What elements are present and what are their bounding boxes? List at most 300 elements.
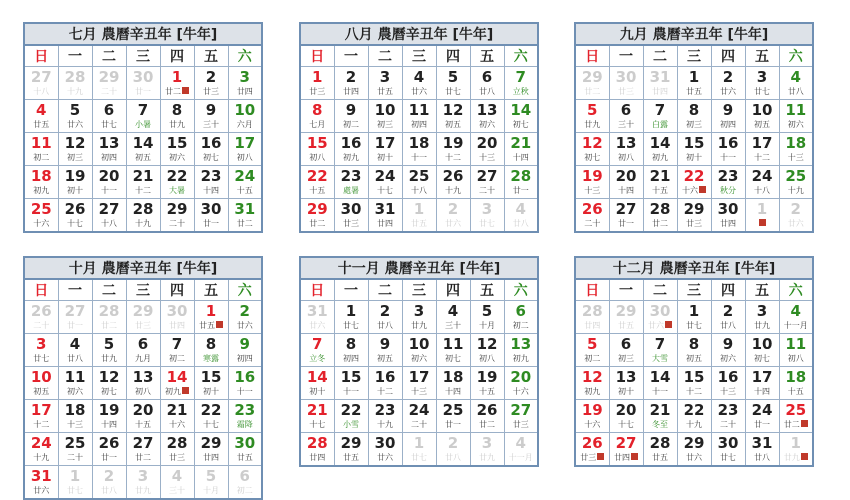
day-cell[interactable] [334,367,368,400]
lunar-date-label [195,386,228,397]
day-cell[interactable] [126,400,160,433]
day-cell[interactable] [575,166,609,199]
day-cell[interactable] [300,199,334,233]
adjacent-month-day-cell[interactable] [126,301,160,334]
day-cell[interactable] [228,433,262,466]
lunar-date-text: 十五 [135,420,151,429]
lunar-date-label [712,218,745,229]
day-cell[interactable] [643,166,677,199]
day-cell[interactable] [194,199,228,233]
day-cell[interactable] [436,301,470,334]
day-cell[interactable] [300,67,334,100]
day-cell[interactable] [58,166,92,199]
day-cell[interactable] [334,433,368,467]
lunar-date-label [335,386,368,397]
lunar-date-label [229,320,262,331]
day-cell[interactable] [779,133,813,166]
adjacent-month-day-cell[interactable] [609,67,643,100]
day-cell[interactable] [92,133,126,166]
day-cell[interactable] [711,100,745,133]
adjacent-month-day-cell[interactable] [92,301,126,334]
lunar-date-text: 十九 [135,219,151,228]
day-cell[interactable] [160,433,194,466]
day-cell[interactable] [58,199,92,233]
day-cell[interactable] [300,100,334,133]
adjacent-month-day-cell[interactable] [160,466,194,500]
day-cell[interactable] [334,67,368,100]
day-cell[interactable] [677,334,711,367]
lunar-date-text: 廿八 [101,486,117,495]
day-cell[interactable] [228,400,262,433]
day-cell[interactable] [745,367,779,400]
day-cell[interactable] [779,301,813,334]
day-cell[interactable] [470,367,504,400]
day-cell[interactable] [436,367,470,400]
day-cell[interactable] [160,166,194,199]
adjacent-month-day-cell[interactable] [470,433,504,467]
day-cell[interactable] [609,100,643,133]
day-cell[interactable] [609,334,643,367]
day-cell[interactable] [368,301,402,334]
day-cell[interactable] [58,334,92,367]
adjacent-month-day-cell[interactable] [160,301,194,334]
day-cell[interactable] [194,367,228,400]
day-cell[interactable] [368,67,402,100]
day-cell[interactable] [334,334,368,367]
day-cell[interactable] [745,133,779,166]
day-number: 22 [200,401,222,419]
day-cell[interactable] [334,400,368,433]
day-number: 26 [476,401,498,419]
day-cell[interactable] [745,433,779,467]
day-cell[interactable] [24,199,58,233]
adjacent-month-day-cell[interactable] [609,301,643,334]
lunar-date-text: 十二 [754,153,770,162]
day-cell[interactable] [470,67,504,100]
adjacent-month-day-cell[interactable] [779,199,813,233]
lunar-date-label [746,218,779,229]
day-cell[interactable] [745,301,779,334]
day-cell[interactable] [402,301,436,334]
lunar-date-text: 十三 [584,186,601,195]
day-cell[interactable] [745,67,779,100]
adjacent-month-day-cell[interactable] [24,301,58,334]
day-cell[interactable] [677,67,711,100]
day-cell[interactable] [334,301,368,334]
lunar-date-label [678,218,711,229]
adjacent-month-day-cell[interactable] [228,466,262,500]
day-cell[interactable] [368,334,402,367]
day-cell[interactable] [334,100,368,133]
day-cell[interactable] [470,100,504,133]
day-cell[interactable] [609,133,643,166]
day-cell[interactable] [609,367,643,400]
week-row [575,301,813,334]
lunar-date-label [644,152,677,163]
day-cell[interactable] [643,199,677,233]
lunar-date-text: 廿一 [618,219,634,228]
day-cell[interactable] [643,433,677,467]
day-cell[interactable] [160,400,194,433]
day-cell[interactable] [228,166,262,199]
lunar-date-label [403,185,436,196]
day-cell[interactable] [609,166,643,199]
day-cell[interactable] [745,166,779,199]
lunar-date-label [437,119,470,130]
lunar-date-text: 廿六 [720,87,736,96]
day-cell[interactable] [368,100,402,133]
day-cell[interactable] [779,400,813,433]
day-cell[interactable] [228,133,262,166]
day-cell[interactable] [194,400,228,433]
day-number: 26 [442,167,464,185]
day-cell[interactable] [504,166,538,199]
day-cell[interactable] [300,367,334,400]
day-cell[interactable] [504,67,538,100]
lunar-date-text: 初四 [720,120,736,129]
lunar-date-label [505,419,538,430]
adjacent-month-day-cell[interactable] [643,67,677,100]
lunar-date-text: 廿三 [343,219,359,228]
day-cell[interactable] [402,334,436,367]
day-number: 15 [340,368,362,386]
day-cell[interactable] [92,199,126,233]
day-cell[interactable] [126,334,160,367]
day-cell[interactable] [160,67,194,100]
day-cell[interactable] [194,334,228,367]
day-cell[interactable] [504,100,538,133]
lunar-date-label [229,119,262,130]
day-cell[interactable] [126,100,160,133]
lunar-date-text: 廿四 [614,453,630,462]
lunar-date-label [505,353,538,364]
day-cell[interactable] [402,166,436,199]
lunar-date-label [93,119,126,130]
lunar-date-text: 初六 [67,387,83,396]
day-cell[interactable] [711,400,745,433]
adjacent-month-day-cell[interactable] [92,466,126,500]
lunar-date-text: 十八 [33,87,50,96]
lunar-date-text: 初八 [787,354,804,363]
day-cell[interactable] [92,367,126,400]
day-cell[interactable] [300,334,334,367]
day-cell[interactable] [194,100,228,133]
day-number: 29 [132,302,154,320]
day-cell[interactable] [194,166,228,199]
day-cell[interactable] [711,334,745,367]
day-cell[interactable] [677,433,711,467]
lunar-date-text: 二十 [584,219,601,228]
day-cell[interactable] [368,400,402,433]
day-cell[interactable] [470,334,504,367]
day-cell[interactable] [575,433,609,467]
lunar-date-text: 廿七 [754,87,770,96]
day-cell[interactable] [160,100,194,133]
day-number: 3 [756,68,768,86]
adjacent-month-day-cell[interactable] [575,301,609,334]
day-number: 27 [476,167,498,185]
day-cell[interactable] [228,199,262,233]
adjacent-month-day-cell[interactable] [779,433,813,467]
day-cell[interactable] [402,133,436,166]
day-cell[interactable] [194,433,228,466]
day-cell[interactable] [745,400,779,433]
day-cell[interactable] [228,334,262,367]
adjacent-month-day-cell[interactable] [402,199,436,233]
day-cell[interactable] [504,400,538,433]
lunar-date-text: 十六 [33,219,50,228]
day-cell[interactable] [745,100,779,133]
adjacent-month-day-cell[interactable] [436,199,470,233]
day-cell[interactable] [160,199,194,233]
weekday-header: 五 [470,45,504,67]
day-cell[interactable] [609,199,643,233]
day-cell[interactable] [575,133,609,166]
day-cell[interactable] [402,100,436,133]
lunar-date-label [610,386,643,397]
day-number: 3 [36,335,47,353]
day-cell[interactable] [92,100,126,133]
day-cell[interactable] [779,67,813,100]
day-cell[interactable] [711,67,745,100]
day-cell[interactable] [677,199,711,233]
day-cell[interactable] [779,100,813,133]
day-cell[interactable] [609,400,643,433]
day-cell[interactable] [711,301,745,334]
day-cell[interactable] [470,133,504,166]
adjacent-month-day-cell[interactable] [504,199,538,233]
adjacent-month-day-cell[interactable] [643,301,677,334]
day-cell[interactable] [779,166,813,199]
adjacent-month-day-cell[interactable] [58,301,92,334]
lunar-date-text: 廿四 [652,87,668,96]
day-cell[interactable] [160,133,194,166]
day-number: 8 [688,101,700,119]
day-cell[interactable] [575,367,609,400]
day-cell[interactable] [643,100,677,133]
day-cell[interactable] [126,433,160,466]
adjacent-month-day-cell[interactable] [92,67,126,100]
day-cell[interactable] [470,166,504,199]
day-number: 20 [98,167,120,185]
day-number: 2 [103,467,115,485]
lunar-date-label [369,119,402,130]
day-cell[interactable] [126,367,160,400]
adjacent-month-day-cell[interactable] [470,199,504,233]
lunar-date-text: 初五 [377,354,393,363]
lunar-date-text: 初二 [236,486,253,495]
day-cell[interactable] [745,334,779,367]
day-cell[interactable] [643,367,677,400]
adjacent-month-day-cell[interactable] [575,67,609,100]
day-cell[interactable] [368,433,402,467]
day-cell[interactable] [504,301,538,334]
day-cell[interactable] [677,166,711,199]
week-row [300,100,538,133]
day-cell[interactable] [779,334,813,367]
day-cell[interactable] [126,166,160,199]
lunar-date-label [59,218,92,229]
adjacent-month-day-cell[interactable] [58,466,92,500]
day-cell[interactable] [160,367,194,400]
day-cell[interactable] [436,400,470,433]
adjacent-month-day-cell[interactable] [300,301,334,334]
lunar-date-label [93,218,126,229]
lunar-date-text: 初七 [584,153,601,162]
day-number: 16 [340,134,362,152]
day-cell[interactable] [58,400,92,433]
day-cell[interactable] [58,367,92,400]
day-cell[interactable] [643,133,677,166]
adjacent-month-day-cell[interactable] [58,67,92,100]
lunar-date-text: 廿九 [754,321,770,330]
day-cell[interactable] [92,166,126,199]
day-cell[interactable] [300,133,334,166]
day-cell[interactable] [194,133,228,166]
day-cell[interactable] [504,334,538,367]
day-number: 14 [649,134,671,152]
week-row [575,133,813,166]
day-cell[interactable] [24,100,58,133]
day-cell[interactable] [368,133,402,166]
day-cell[interactable] [711,199,745,233]
adjacent-month-day-cell[interactable] [504,433,538,467]
day-cell[interactable] [228,301,262,334]
day-cell[interactable] [575,100,609,133]
day-cell[interactable] [300,433,334,467]
day-cell[interactable] [575,199,609,233]
lunar-date-label [127,353,160,364]
adjacent-month-day-cell[interactable] [126,67,160,100]
day-cell[interactable] [504,367,538,400]
adjacent-month-day-cell[interactable] [745,199,779,233]
day-cell[interactable] [677,100,711,133]
lunar-date-text: 廿九 [411,321,427,330]
lunar-date-text: 初五 [33,387,50,396]
day-number: 7 [171,335,183,353]
month-title: 七月 農曆辛丑年 [牛年] [23,22,263,44]
day-number: 9 [345,101,357,119]
lunar-date-text: 十四 [445,387,461,396]
lunar-date-text: 初八 [236,153,253,162]
day-cell[interactable] [24,400,58,433]
day-cell[interactable] [194,301,228,334]
day-cell[interactable] [300,166,334,199]
day-cell[interactable] [643,400,677,433]
day-number: 17 [751,368,773,386]
day-cell[interactable] [58,100,92,133]
day-cell[interactable] [228,367,262,400]
day-cell[interactable] [402,400,436,433]
day-cell[interactable] [711,367,745,400]
day-cell[interactable] [470,400,504,433]
day-cell[interactable] [436,166,470,199]
day-cell[interactable] [575,400,609,433]
day-cell[interactable] [504,133,538,166]
day-number: 11 [785,101,807,119]
adjacent-month-day-cell[interactable] [436,433,470,467]
day-cell[interactable] [334,166,368,199]
day-cell[interactable] [228,100,262,133]
day-cell[interactable] [24,367,58,400]
day-cell[interactable] [24,133,58,166]
day-cell[interactable] [470,301,504,334]
day-cell[interactable] [711,166,745,199]
day-cell[interactable] [677,133,711,166]
day-cell[interactable] [126,133,160,166]
day-cell[interactable] [58,133,92,166]
lunar-date-text: 廿六 [67,120,83,129]
day-cell[interactable] [300,400,334,433]
day-cell[interactable] [779,367,813,400]
day-cell[interactable] [92,334,126,367]
day-cell[interactable] [92,400,126,433]
day-cell[interactable] [402,367,436,400]
day-cell[interactable] [436,67,470,100]
day-cell[interactable] [24,433,58,466]
lunar-date-label [161,485,194,496]
day-cell[interactable] [677,400,711,433]
solar-term-label [644,119,677,130]
adjacent-month-day-cell[interactable] [194,466,228,500]
lunar-date-label [712,419,745,430]
day-cell[interactable] [228,67,262,100]
lunar-date-label [437,86,470,97]
day-cell[interactable] [711,433,745,467]
lunar-date-text: 十一月 [508,453,533,462]
week-row [24,400,262,433]
day-cell[interactable] [575,334,609,367]
day-cell[interactable] [58,433,92,466]
day-cell[interactable] [24,466,58,500]
day-cell[interactable] [711,133,745,166]
day-number: 8 [312,101,323,119]
day-cell[interactable] [92,433,126,466]
day-cell[interactable] [160,334,194,367]
day-cell[interactable] [677,301,711,334]
adjacent-month-day-cell[interactable] [24,67,58,100]
lunar-date-label [59,419,92,430]
day-cell[interactable] [436,100,470,133]
day-cell[interactable] [334,133,368,166]
adjacent-month-day-cell[interactable] [126,466,160,500]
day-number: 1 [171,68,183,86]
lunar-date-label [369,152,402,163]
day-number: 20 [476,134,498,152]
day-cell[interactable] [368,199,402,233]
day-cell[interactable] [24,334,58,367]
day-cell[interactable] [677,367,711,400]
day-cell[interactable] [436,133,470,166]
lunar-date-label [712,152,745,163]
adjacent-month-day-cell[interactable] [402,433,436,467]
day-number: 15 [683,368,705,386]
day-cell[interactable] [368,166,402,199]
day-cell[interactable] [436,334,470,367]
day-cell[interactable] [194,67,228,100]
day-cell[interactable] [609,433,643,467]
day-cell[interactable] [368,367,402,400]
day-cell[interactable] [402,67,436,100]
lunar-date-label [369,353,402,364]
day-cell[interactable] [24,166,58,199]
day-number: 24 [408,401,430,419]
lunar-date-label [437,185,470,196]
lunar-date-text: 初八 [135,387,151,396]
day-cell[interactable] [334,199,368,233]
day-cell[interactable] [643,334,677,367]
day-cell[interactable] [126,199,160,233]
